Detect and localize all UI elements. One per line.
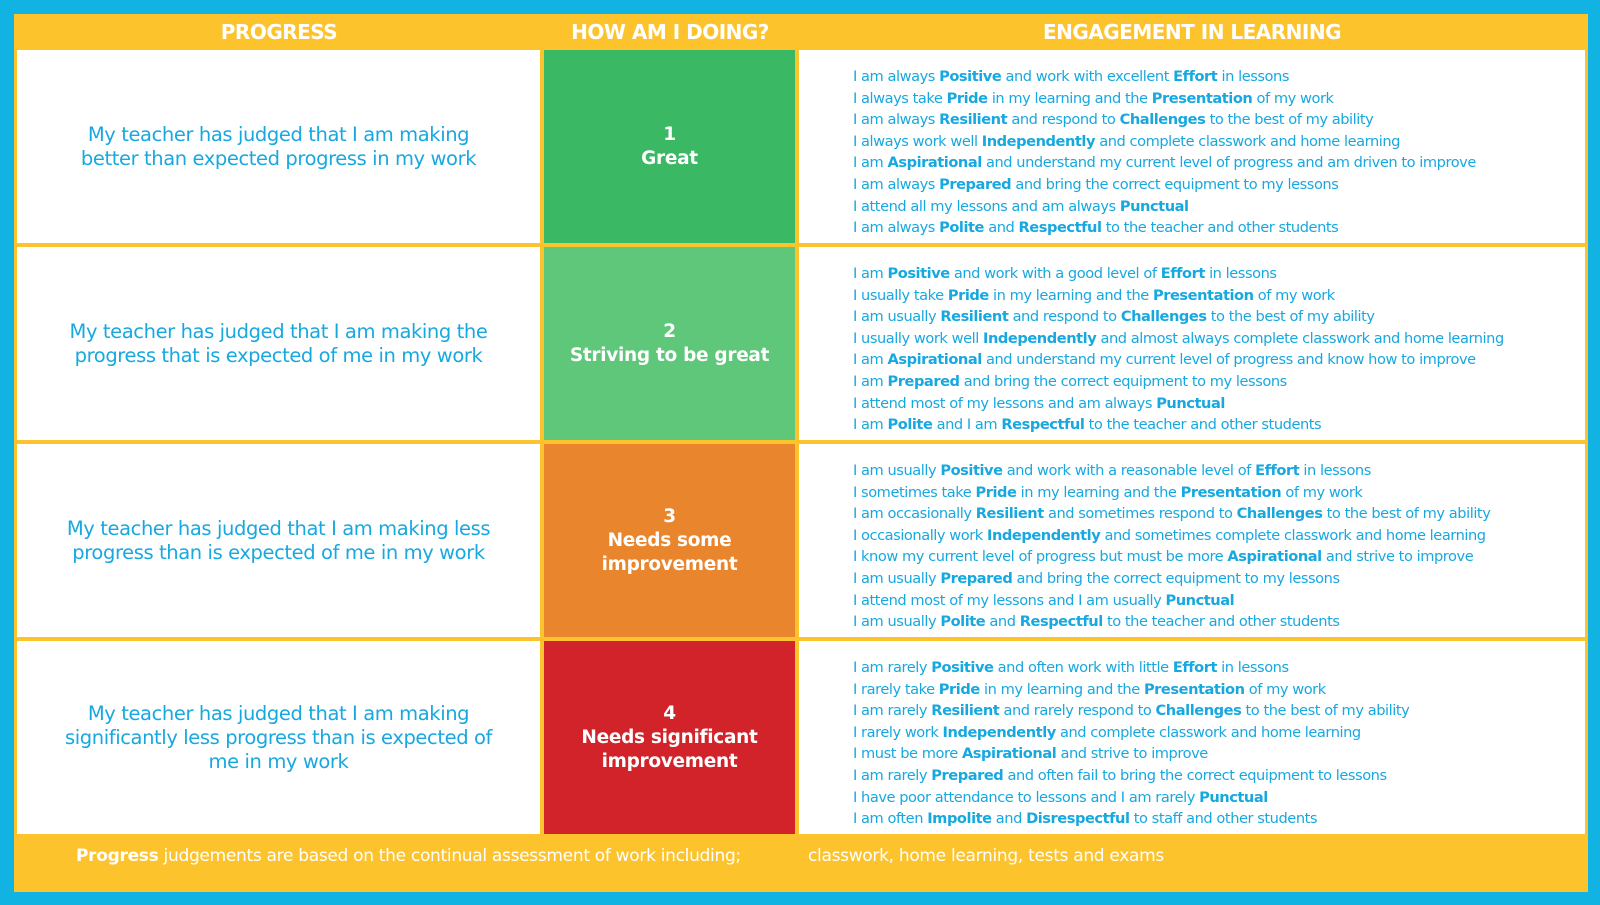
engagement-keyword: Presentation <box>1152 286 1254 304</box>
engagement-keyword: Challenges <box>1120 308 1207 326</box>
engagement-text: and <box>984 219 1019 237</box>
engagement-text: and I am <box>932 416 1002 434</box>
engagement-text: and bring the correct equipment to my lessons <box>959 372 1287 390</box>
engagement-text: to the best of my ability <box>1206 308 1375 326</box>
level-number: 1 <box>663 123 676 145</box>
engagement-item <box>853 66 1573 88</box>
engagement-keyword: Positive <box>931 659 994 676</box>
engagement-cell <box>799 247 1585 440</box>
engagement-keyword: Positive <box>940 462 1003 479</box>
engagement-text: I am rarely <box>853 702 932 720</box>
level-label: Striving to be great <box>569 344 770 366</box>
engagement-cell <box>799 50 1585 243</box>
engagement-item <box>853 657 1573 679</box>
engagement-item <box>853 700 1573 722</box>
engagement-text: I attend most of my lessons and am always <box>853 394 1157 412</box>
engagement-keyword: Effort <box>1255 462 1300 479</box>
engagement-text: and work with a good level of <box>949 265 1161 282</box>
engagement-item <box>853 503 1573 525</box>
engagement-text: to the teacher and other students <box>1101 219 1339 237</box>
engagement-text: in lessons <box>1204 265 1277 282</box>
engagement-text: to the teacher and other students <box>1102 613 1340 631</box>
engagement-keyword: Challenges <box>1119 111 1206 129</box>
engagement-text: and almost always complete classwork and home learning <box>1096 329 1504 347</box>
engagement-keyword: Polite <box>939 219 985 237</box>
engagement-text: to staff and other students <box>1129 810 1318 828</box>
progress-text: My teacher has judged that I am making the progress that is expected of me in my work <box>69 319 488 367</box>
engagement-item <box>853 263 1573 285</box>
engagement-item <box>853 808 1573 830</box>
engagement-text: I attend most of my lessons and I am usually <box>853 591 1166 609</box>
level-text <box>570 123 770 171</box>
engagement-text: in my learning and the <box>988 286 1153 304</box>
engagement-keyword: Aspirational <box>1227 548 1322 566</box>
engagement-cell <box>799 444 1585 637</box>
engagement-text: of my work <box>1281 483 1363 501</box>
engagement-item <box>853 743 1573 765</box>
engagement-text: I attend all my lessons and am always <box>853 197 1120 215</box>
level-text <box>570 505 770 577</box>
engagement-item <box>853 174 1573 196</box>
engagement-item <box>853 414 1573 436</box>
engagement-text: I am usually <box>853 308 941 326</box>
engagement-text: and complete classwork and home learning <box>1095 132 1400 150</box>
level-label: Great <box>641 147 698 169</box>
engagement-text: and sometimes respond to <box>1043 505 1237 523</box>
engagement-text: I am always <box>853 219 940 237</box>
progress-cell <box>17 50 540 243</box>
engagement-keyword: Challenges <box>1155 702 1242 720</box>
engagement-text: in lessons <box>1217 68 1289 85</box>
engagement-item <box>853 217 1573 239</box>
engagement-item <box>853 285 1573 307</box>
engagement-text: I rarely take <box>853 680 939 698</box>
engagement-item <box>853 349 1573 371</box>
engagement-keyword: Independently <box>983 329 1097 347</box>
progress-text: My teacher has judged that I am making significantly less progress than is expected of me in my work <box>65 701 492 773</box>
engagement-text: in lessons <box>1216 659 1289 676</box>
engagement-text: and strive to improve <box>1321 548 1474 566</box>
engagement-item <box>853 722 1573 744</box>
engagement-text: I am usually <box>853 569 941 587</box>
footer-note <box>14 836 1588 876</box>
engagement-keyword: Resilient <box>939 111 1008 129</box>
engagement-text: I am <box>853 416 888 434</box>
engagement-keyword: Positive <box>939 68 1002 85</box>
engagement-keyword: Presentation <box>1180 483 1282 501</box>
engagement-text: I rarely work <box>853 723 943 741</box>
engagement-keyword: Challenges <box>1236 505 1323 523</box>
engagement-keyword: Polite <box>940 613 986 631</box>
engagement-text: in my learning and the <box>1016 483 1181 501</box>
engagement-item <box>853 152 1573 174</box>
level-text <box>570 320 770 368</box>
footer-bold: Progress <box>76 846 159 866</box>
engagement-keyword: Disrespectful <box>1026 810 1130 828</box>
engagement-keyword: Polite <box>887 416 933 434</box>
engagement-keyword: Punctual <box>1199 788 1268 806</box>
engagement-text: I am often <box>853 810 928 828</box>
level-label: Needs significant improvement <box>581 726 758 772</box>
engagement-text: and often work with little <box>993 659 1173 676</box>
engagement-item <box>853 306 1573 328</box>
engagement-text: I always take <box>853 89 947 107</box>
engagement-text: and bring the correct equipment to my lessons <box>1011 175 1339 193</box>
engagement-cell <box>799 641 1585 834</box>
progress-text: My teacher has judged that I am making less progress than is expected of me in my work <box>66 516 491 564</box>
engagement-text: to the best of my ability <box>1241 702 1410 720</box>
engagement-text: and strive to improve <box>1056 745 1208 763</box>
engagement-list <box>853 66 1573 239</box>
engagement-keyword: Pride <box>938 680 980 698</box>
engagement-item <box>853 131 1573 153</box>
engagement-text: of my work <box>1244 680 1326 698</box>
engagement-keyword: Prepared <box>931 766 1004 784</box>
engagement-text: to the teacher and other students <box>1084 416 1322 434</box>
level-cell <box>544 641 795 834</box>
engagement-item <box>853 196 1573 218</box>
level-text <box>570 702 770 774</box>
engagement-keyword: Prepared <box>939 175 1012 193</box>
engagement-keyword: Aspirational <box>887 154 982 172</box>
engagement-item <box>853 460 1573 482</box>
engagement-item <box>853 590 1573 612</box>
engagement-keyword: Resilient <box>975 505 1044 523</box>
engagement-keyword: Respectful <box>1019 613 1103 631</box>
engagement-item <box>853 546 1573 568</box>
header-progress: PROGRESS <box>220 20 338 44</box>
engagement-text: I am rarely <box>853 766 932 784</box>
engagement-text: and understand my current level of progress and know how to improve <box>981 351 1476 369</box>
footer-text-1: judgements are based on the continual assessment of work including; <box>158 846 741 866</box>
engagement-text: and work with a reasonable level of <box>1002 462 1256 479</box>
table-frame <box>14 14 1588 892</box>
engagement-text: in my learning and the <box>979 680 1144 698</box>
engagement-keyword: Resilient <box>931 702 1000 720</box>
engagement-item <box>853 679 1573 701</box>
engagement-keyword: Respectful <box>1018 219 1102 237</box>
engagement-keyword: Effort <box>1160 265 1205 282</box>
engagement-text: to the best of my ability <box>1322 505 1491 523</box>
engagement-keyword: Pride <box>975 483 1017 501</box>
level-cell <box>544 444 795 637</box>
engagement-text: and understand my current level of progress and am driven to improve <box>981 154 1476 172</box>
engagement-item <box>853 482 1573 504</box>
engagement-text: in my learning and the <box>987 89 1152 107</box>
engagement-keyword: Effort <box>1172 659 1217 676</box>
engagement-item <box>853 525 1573 547</box>
engagement-text: I am <box>853 265 888 282</box>
engagement-keyword: Pride <box>946 89 988 107</box>
progress-cell <box>17 641 540 834</box>
engagement-text: in lessons <box>1299 462 1371 479</box>
engagement-item <box>853 611 1573 633</box>
engagement-text: and often fail to bring the correct equipment to lessons <box>1003 766 1387 784</box>
header-engagement: ENGAGEMENT IN LEARNING <box>1042 20 1342 44</box>
engagement-text: of my work <box>1252 89 1334 107</box>
engagement-text: and complete classwork and home learning <box>1055 723 1361 741</box>
footer-text-2: classwork, home learning, tests and exams <box>808 846 1164 866</box>
engagement-keyword: Impolite <box>927 810 992 828</box>
engagement-keyword: Independently <box>981 132 1096 150</box>
level-number: 4 <box>663 702 676 724</box>
level-label: Needs some improvement <box>601 529 738 575</box>
engagement-text: I am occasionally <box>853 505 976 523</box>
engagement-text: to the best of my ability <box>1205 111 1374 129</box>
engagement-text: I am always <box>853 175 940 193</box>
engagement-keyword: Punctual <box>1119 197 1189 215</box>
engagement-keyword: Presentation <box>1151 89 1253 107</box>
engagement-text: I am usually <box>853 613 941 631</box>
engagement-text: and sometimes complete classwork and home learning <box>1100 526 1486 544</box>
engagement-item <box>853 109 1573 131</box>
engagement-text: I sometimes take <box>853 483 976 501</box>
engagement-text: and <box>985 613 1020 631</box>
engagement-text: I am <box>853 154 888 172</box>
engagement-text: I am usually <box>853 462 941 479</box>
level-cell <box>544 50 795 243</box>
engagement-keyword: Aspirational <box>887 351 982 369</box>
progress-cell <box>17 247 540 440</box>
level-number: 2 <box>663 320 676 342</box>
engagement-text: and bring the correct equipment to my lessons <box>1012 569 1340 587</box>
engagement-keyword: Effort <box>1173 68 1218 85</box>
engagement-text: and <box>991 810 1027 828</box>
engagement-text: I usually work well <box>853 329 983 347</box>
engagement-keyword: Independently <box>986 526 1101 544</box>
engagement-text: I occasionally work <box>853 526 987 544</box>
engagement-text: of my work <box>1253 286 1335 304</box>
engagement-item <box>853 393 1573 415</box>
engagement-text: I am <box>853 351 888 369</box>
engagement-list <box>853 460 1573 633</box>
engagement-keyword: Positive <box>887 265 950 282</box>
header-how-am-i-doing: HOW AM I DOING? <box>571 20 769 44</box>
engagement-item <box>853 568 1573 590</box>
engagement-text: I know my current level of progress but must be more <box>853 548 1228 566</box>
engagement-keyword: Respectful <box>1001 416 1085 434</box>
engagement-list <box>853 657 1573 830</box>
engagement-item <box>853 787 1573 809</box>
engagement-keyword: Presentation <box>1143 680 1245 698</box>
engagement-item <box>853 88 1573 110</box>
engagement-keyword: Punctual <box>1165 591 1235 609</box>
level-cell <box>544 247 795 440</box>
engagement-keyword: Resilient <box>940 308 1009 326</box>
engagement-text: I must be more <box>853 745 962 763</box>
engagement-text: I usually take <box>853 286 948 304</box>
footer-text-left <box>76 846 741 866</box>
engagement-list <box>853 263 1573 436</box>
engagement-keyword: Aspirational <box>961 745 1057 763</box>
engagement-keyword: Prepared <box>940 569 1013 587</box>
engagement-text: I am always <box>853 111 940 129</box>
engagement-keyword: Pride <box>947 286 989 304</box>
engagement-text: and rarely respond to <box>999 702 1156 720</box>
engagement-text: I am always <box>853 68 940 85</box>
engagement-keyword: Prepared <box>887 372 960 390</box>
engagement-text: I am rarely <box>853 659 932 676</box>
progress-text: My teacher has judged that I am making better than expected progress in my work <box>80 122 477 170</box>
engagement-text: I am <box>853 372 888 390</box>
engagement-item <box>853 328 1573 350</box>
level-number: 3 <box>663 505 676 527</box>
engagement-text: and work with excellent <box>1001 68 1174 85</box>
engagement-text: I have poor attendance to lessons and I am rarely <box>853 788 1200 806</box>
engagement-item <box>853 371 1573 393</box>
engagement-text: and respond to <box>1008 308 1121 326</box>
engagement-text: and respond to <box>1007 111 1120 129</box>
engagement-keyword: Punctual <box>1156 394 1225 412</box>
engagement-item <box>853 765 1573 787</box>
engagement-keyword: Independently <box>942 723 1056 741</box>
progress-cell <box>17 444 540 637</box>
engagement-text: I always work well <box>853 132 982 150</box>
